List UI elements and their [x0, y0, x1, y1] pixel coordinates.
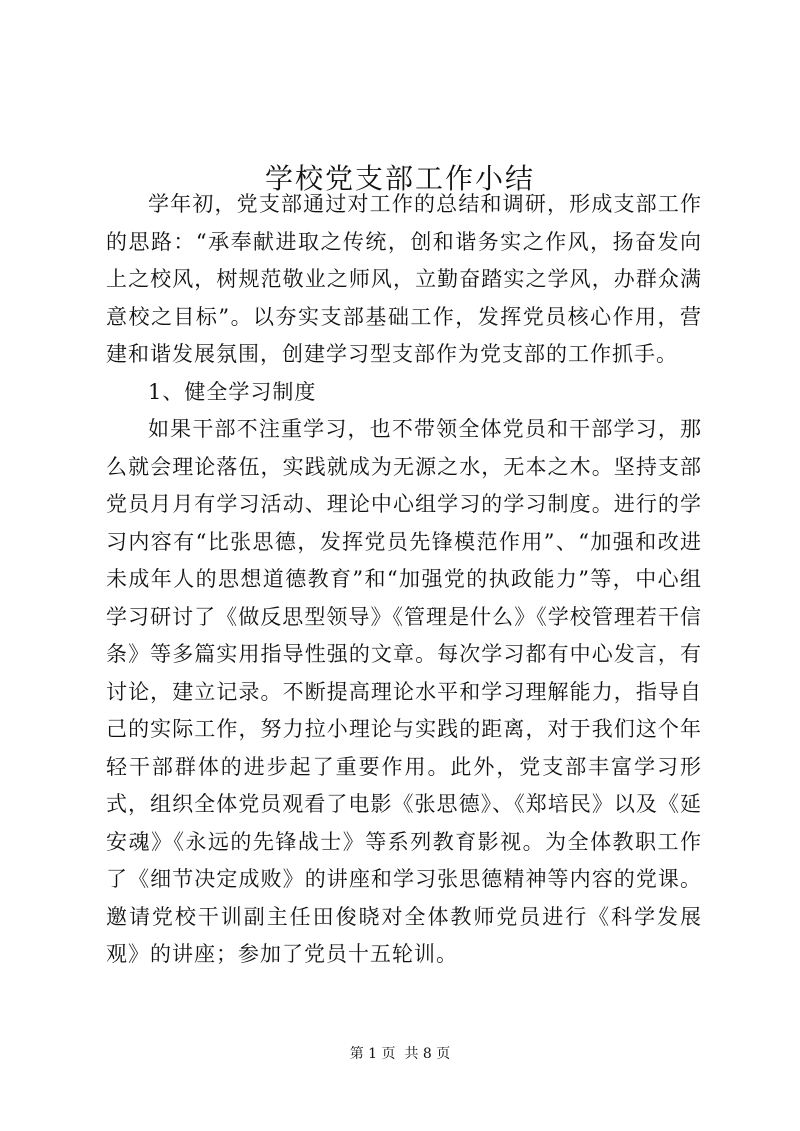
- intro-paragraph: 学年初，党支部通过对工作的总结和调研，形成支部工作的思路：“承奉献进取之传统，创和谐务实之作风，扬奋发向上之校风，树规范敬业之师风，立勤奋踏实之学风，办群众满意校之目标”。以夯实支部基础工作，发挥党员核心作用，营建和谐发展氛围，创建学习型支部作为党支部的工作抓手。: [106, 192, 702, 366]
- page-number: 第 1 页 共 8 页: [349, 1046, 451, 1062]
- body-paragraph: 如果干部不注重学习，也不带领全体党员和干部学习，那么就会理论落伍，实践就成为无源之水，无本之木。坚持支部党员月月有学习活动、理论中心组学习的学习制度。进行的学习内容有“比张思德，发挥党员先锋模范作用”、“加强和改进未成年人的思想道德教育”和“加强党的执政能力”等，中心组学习研讨了《做反思型领导》《管理是什么》《学校管理若干信条》等多篇实用指导性强的文章。每次学习都有中心发言，有讨论，建立记录。不断提高理论水平和学习理解能力，指导自己的实际工作，努力拉小理论与实践的距离，对于我们这个年轻干部群体的进步起了重要作用。此外，党支部丰富学习形式，组织全体党员观看了电影《张思德》、《郑培民》以及《延安魂》《永远的先锋战士》等系列教育影视。为全体教职工作了《细节决定成败》的讲座和学习张思德精神等内容的党课。邀请党校干训副主任田俊晓对全体教师党员进行《科学发展观》的讲座；参加了党员十五轮训。: [106, 417, 702, 966]
- document-title: 学校党支部工作小结: [264, 161, 535, 195]
- document-body: [106, 186, 702, 974]
- page-footer: [0, 1044, 800, 1064]
- section-heading: 1、健全学习制度: [148, 379, 317, 404]
